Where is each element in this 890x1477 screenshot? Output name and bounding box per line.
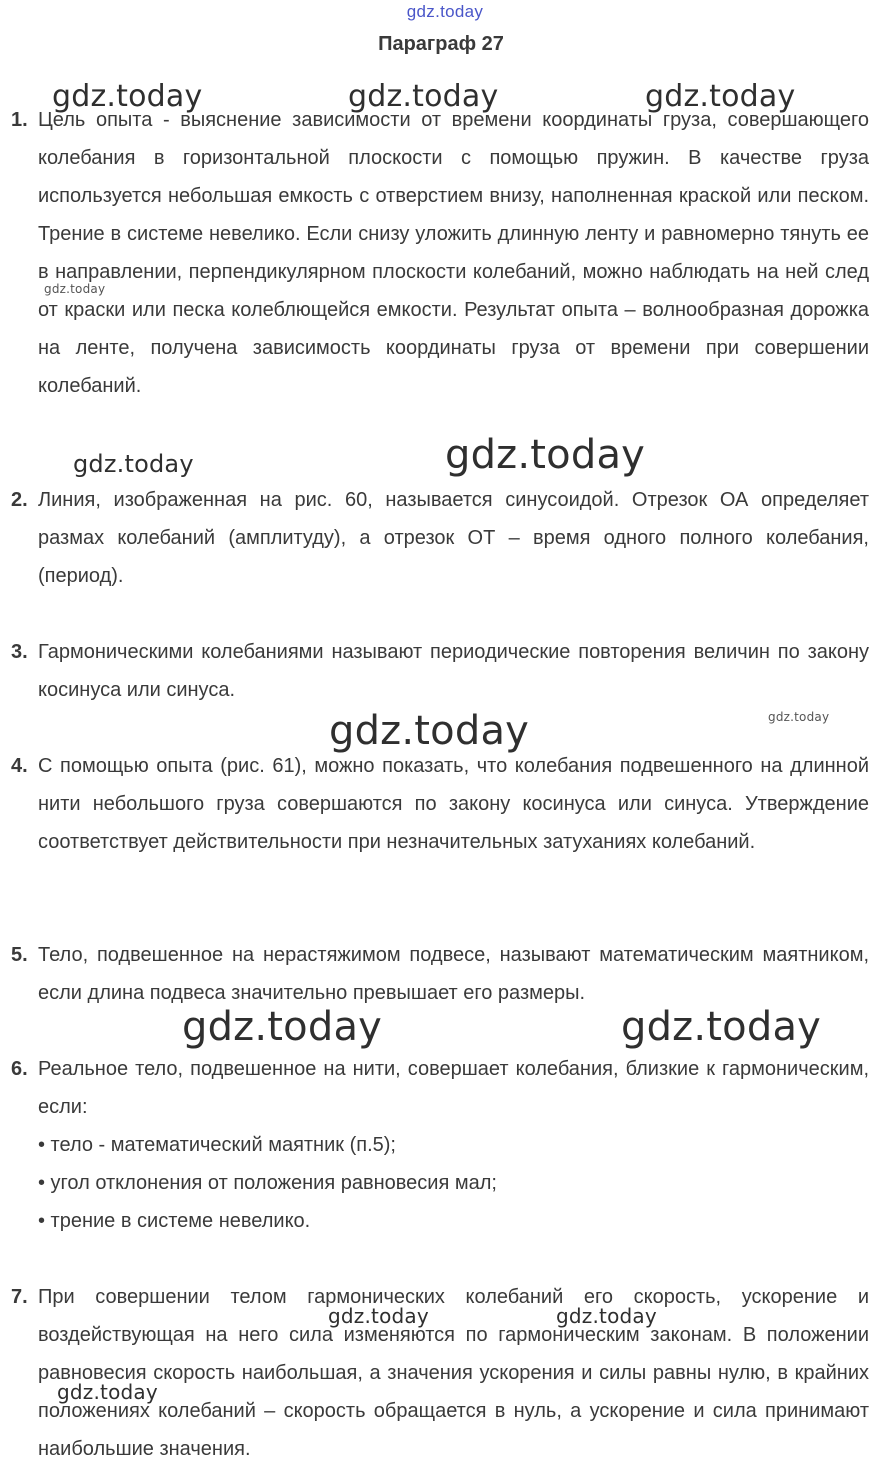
watermark: gdz.today — [768, 710, 830, 724]
watermark: gdz.today — [57, 1380, 158, 1404]
answer-item-2 — [0, 481, 890, 595]
list-item: • угол отклонения от положения равновесия мал; — [38, 1172, 497, 1194]
answer-item-7 — [0, 1278, 890, 1468]
watermark: gdz.today — [44, 282, 106, 296]
watermark: gdz.today — [621, 1004, 822, 1050]
item-number: 5. — [11, 944, 28, 966]
item-body — [38, 1050, 869, 1240]
item-text: С помощью опыта (рис. 61), можно показать, что колебания подвешенного на длинной нити небольшого груза совершаются по закону косинуса или синуса. Утверждение соответствует действительности при незначительных затуханиях колебаний. — [38, 755, 869, 853]
answer-item-3 — [0, 633, 890, 709]
answer-item-4 — [0, 747, 890, 899]
answer-item-5 — [0, 936, 890, 1012]
item-number: 7. — [11, 1286, 28, 1308]
watermark: gdz.today — [445, 432, 646, 478]
watermark: gdz.today — [329, 708, 530, 754]
item-number: 2. — [11, 489, 28, 511]
site-link[interactable]: gdz.today — [406, 2, 484, 21]
list-item: • трение в системе невелико. — [38, 1210, 311, 1232]
item-number: 1. — [11, 109, 28, 131]
watermark: gdz.today — [556, 1304, 657, 1328]
item-text: Цель опыта - выяснение зависимости от времени координаты груза, совершающего колебания в горизонтальной плоскости с помощью пружин. В качестве груза используется небольшая емкость с отверстием внизу, наполненная краской или песком. Трение в системе невелико. Если снизу уложить длинную ленту и равномерно тянуть ее в направлении, перпендикулярном плоскости колебаний, можно наблюдать на ней след от краски или песка колеблющейся емкости. Результат опыта – волнообразная дорожка на ленте, получена зависимость координаты груза от времени при совершении колебаний. — [38, 109, 869, 397]
answer-item-1 — [0, 101, 890, 443]
answer-item-6 — [0, 1050, 890, 1240]
watermark: gdz.today — [328, 1304, 429, 1328]
watermark: gdz.today — [73, 450, 194, 478]
item-text: Реальное тело, подвешенное на нити, совершает колебания, близкие к гармоническим, если: — [38, 1058, 869, 1118]
watermark: gdz.today — [182, 1004, 383, 1050]
item-number: 6. — [11, 1058, 28, 1080]
page-title: Параграф 27 — [378, 33, 504, 55]
item-text: Тело, подвешенное на нерастяжимом подвесе, называют математическим маятником, если длина подвеса значительно превышает его размеры. — [38, 944, 869, 1004]
item-number: 3. — [11, 641, 28, 663]
watermark: gdz.today — [348, 79, 499, 114]
condition-list — [38, 1126, 869, 1240]
watermark: gdz.today — [52, 79, 203, 114]
item-number: 4. — [11, 755, 28, 777]
item-text: При совершении телом гармонических колебаний его скорость, ускорение и воздействующая на него сила изменяются по гармоническим законам. В положении равновесия скорость наибольшая, а значения ускорения и силы равны нулю, в крайних положениях колебаний – скорость обращается в нуль, а ускорение и сила принимают наибольшие значения. — [38, 1286, 869, 1460]
item-text: Линия, изображенная на рис. 60, называется синусоидой. Отрезок ОА определяет размах колебаний (амплитуду), а отрезок ОТ – время одного полного колебания, (период). — [38, 489, 869, 587]
item-text: Гармоническими колебаниями называют периодические повторения величин по закону косинуса или синуса. — [38, 641, 869, 701]
watermark: gdz.today — [645, 79, 796, 114]
list-item: • тело - математический маятник (п.5); — [38, 1134, 396, 1156]
